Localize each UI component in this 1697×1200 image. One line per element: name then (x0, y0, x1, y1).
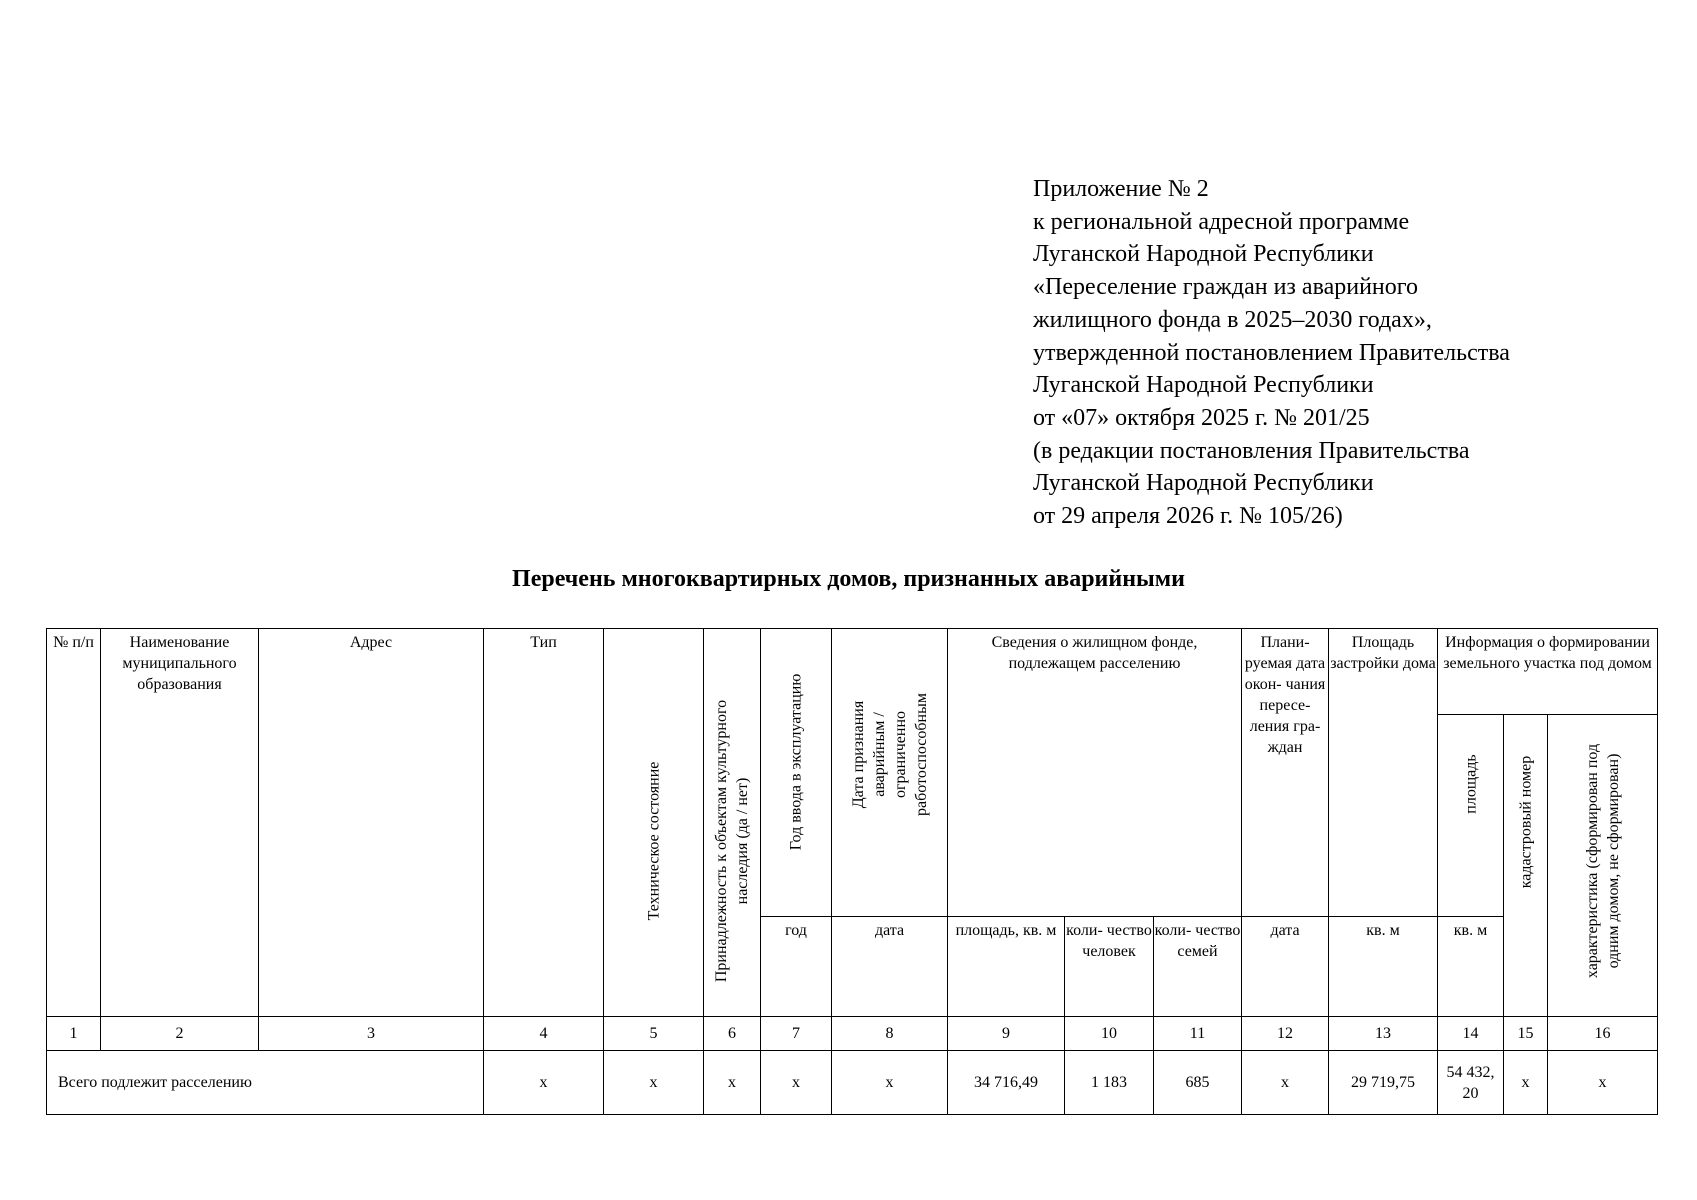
header-housing-fund: Сведения о жилищном фонде, подлежащем расселению (948, 629, 1242, 917)
header-characteristic-text: характеристика (сформирован под одним домом, не сформирован) (1583, 743, 1622, 979)
header-tech-state-text: Техническое состояние (645, 761, 662, 921)
column-number: 2 (101, 1017, 259, 1051)
header-year (761, 629, 832, 917)
column-number: 3 (259, 1017, 484, 1051)
unit-area: площадь, кв. м (948, 917, 1065, 1017)
column-number: 9 (948, 1017, 1065, 1051)
unit-built-area: кв. м (1329, 917, 1438, 1017)
appendix-line: утвержденной постановлением Правительства (1033, 339, 1510, 366)
column-number: 1 (47, 1017, 101, 1051)
appendix-line: Луганской Народной Республики (1033, 372, 1374, 399)
appendix-line: от «07» октября 2025 г. № 201/25 (1033, 404, 1370, 431)
appendix-line: от 29 апреля 2026 г. № 105/26) (1033, 503, 1343, 530)
total-type: х (484, 1051, 604, 1115)
total-tech-state: х (604, 1051, 704, 1115)
houses-table (46, 628, 1658, 1115)
total-date: х (832, 1051, 948, 1115)
unit-people: коли- чество человек (1065, 917, 1154, 1017)
appendix-line: к региональной адресной программе (1033, 208, 1410, 235)
appendix-line: жилищного фонда в 2025–2030 годах», (1033, 306, 1432, 333)
document-title: Перечень многоквартирных домов, признанных аварийными (512, 566, 1185, 592)
column-number: 15 (1504, 1017, 1548, 1051)
total-planned-date: х (1242, 1051, 1329, 1115)
column-number: 6 (704, 1017, 761, 1051)
total-cadastral: х (1504, 1051, 1548, 1115)
appendix-line: (в редакции постановления Правительства (1033, 437, 1470, 464)
unit-year: год (761, 917, 832, 1017)
header-municipality: Наименование муниципального образования (101, 629, 259, 1017)
header-heritage-text: Принадлежность к объектам культурного наследия (да / нет) (713, 699, 751, 983)
column-number: 8 (832, 1017, 948, 1051)
appendix-line: «Переселение граждан из аварийного (1033, 274, 1419, 301)
unit-families: коли- чество семей (1154, 917, 1242, 1017)
header-tech-state (604, 629, 704, 1017)
total-people: 1 183 (1065, 1051, 1154, 1115)
header-land-area (1438, 715, 1504, 917)
column-number-row (47, 1017, 1658, 1051)
column-number: 5 (604, 1017, 704, 1051)
column-number: 12 (1242, 1017, 1329, 1051)
header-type: Тип (484, 629, 604, 1017)
total-built-area: 29 719,75 (1329, 1051, 1438, 1115)
total-characteristic: х (1548, 1051, 1658, 1115)
column-number: 14 (1438, 1017, 1504, 1051)
total-area: 34 716,49 (948, 1051, 1065, 1115)
header-land-area-text: площадь (1462, 754, 1479, 814)
column-number: 11 (1154, 1017, 1242, 1051)
column-number: 16 (1548, 1017, 1658, 1051)
header-date-recognized-text: Дата признания аварийным / ограниченно работоспособным (849, 693, 930, 816)
header-year-text: Год ввода в эксплуатацию (787, 673, 805, 851)
header-address: Адрес (259, 629, 484, 1017)
total-land-area: 54 432, 20 (1438, 1051, 1504, 1115)
total-families: 685 (1154, 1051, 1242, 1115)
header-cadastral (1504, 715, 1548, 1017)
appendix-line: Луганской Народной Республики (1033, 470, 1374, 497)
header-row-1 (47, 629, 1658, 715)
header-land-info: Информация о формировании земельного участка под домом (1438, 629, 1658, 715)
unit-planned-date: дата (1242, 917, 1329, 1017)
total-year: х (761, 1051, 832, 1115)
header-planned-date: Плани- руемая дата окон- чания пересе- ления гра- ждан (1242, 629, 1329, 917)
unit-date-recognized: дата (832, 917, 948, 1017)
header-characteristic (1548, 715, 1658, 1017)
header-heritage (704, 629, 761, 1017)
column-number: 13 (1329, 1017, 1438, 1051)
appendix-line: Приложение № 2 (1033, 176, 1209, 202)
header-date-recognized (832, 629, 948, 917)
header-built-area: Площадь застройки дома (1329, 629, 1438, 917)
total-heritage: х (704, 1051, 761, 1115)
appendix-line: Луганской Народной Республики (1033, 241, 1374, 268)
column-number: 7 (761, 1017, 832, 1051)
column-number: 4 (484, 1017, 604, 1051)
header-no: № п/п (47, 629, 101, 1017)
total-row (47, 1051, 1658, 1115)
header-cadastral-text: кадастровый номер (1517, 755, 1534, 889)
unit-land-area: кв. м (1438, 917, 1504, 1017)
total-label: Всего подлежит расселению (47, 1051, 484, 1115)
appendix-block (1033, 173, 1510, 533)
column-number: 10 (1065, 1017, 1154, 1051)
